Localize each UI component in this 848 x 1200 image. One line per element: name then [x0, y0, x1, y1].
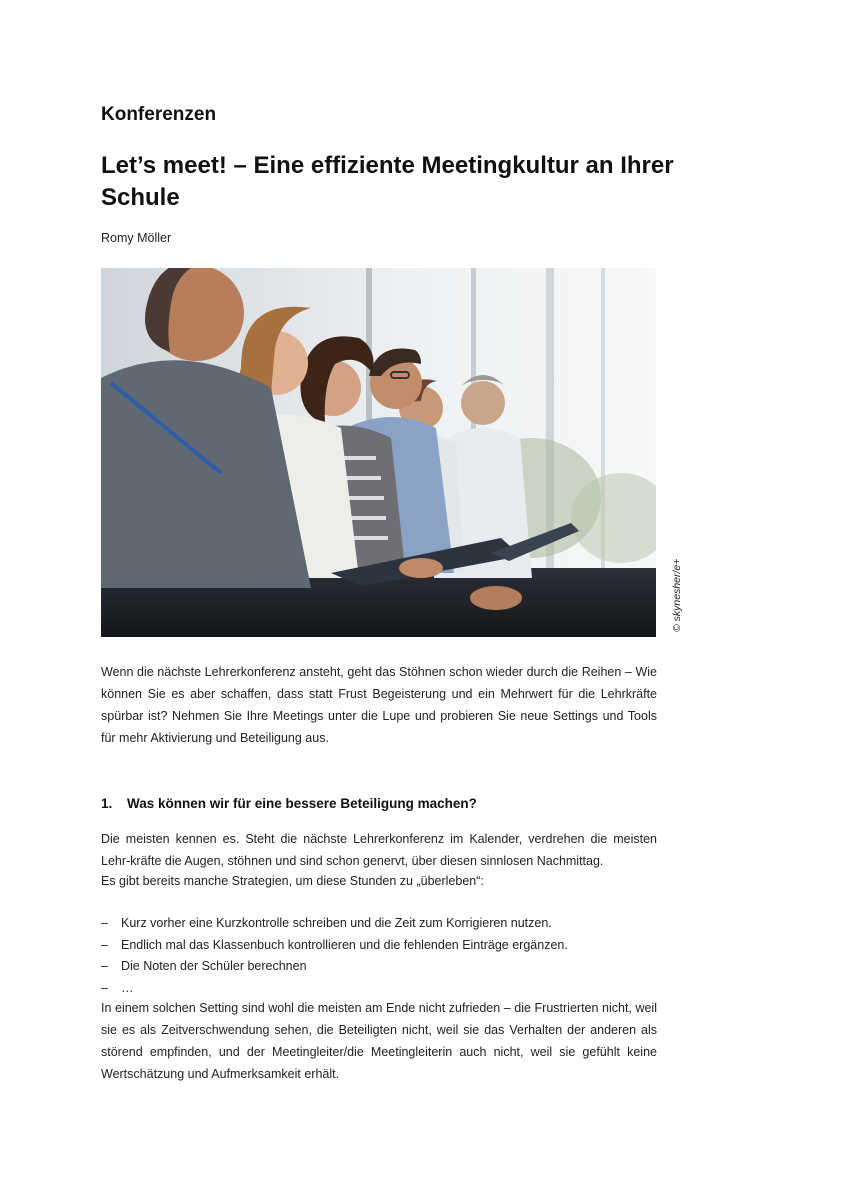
- section-heading-text: Was können wir für eine bessere Beteiligung machen?: [127, 796, 477, 811]
- bullet-marker: –: [101, 980, 108, 995]
- photo-credit: © skynesher/e+: [671, 558, 683, 632]
- list-item-text: Kurz vorher eine Kurzkontrolle schreiben und die Zeit zum Korrigieren nutzen.: [121, 916, 552, 930]
- bullet-marker: –: [101, 916, 108, 930]
- article-photo: [101, 268, 656, 637]
- intro-paragraph: Wenn die nächste Lehrerkonferenz ansteht, geht das Stöhnen schon wieder durch die Reihen – Wie können Sie es aber schaffen, dass statt Frust Begeisterung und ein Mehrwert für die Lehrkräfte spürbar ist? Nehmen Sie Ihre Meetings unter die Lupe und probieren Sie neue Settings und Tools für mehr Aktivierung und Beteiligung aus.: [101, 665, 657, 745]
- article-title: Let’s meet! – Eine effiziente Meetingkultur an Ihrer Schule: [101, 152, 674, 211]
- list-item: [101, 978, 657, 1000]
- list-item-text: Die Noten der Schüler berechnen: [121, 959, 307, 973]
- list-item: [101, 956, 657, 978]
- list-item-text: Endlich mal das Klassenbuch kontrollieren und die fehlenden Einträge ergänzen.: [121, 937, 568, 952]
- list-item-text: …: [121, 980, 134, 995]
- bullet-marker: –: [101, 937, 108, 952]
- section-kicker: Konferenzen: [101, 104, 217, 125]
- author-name: Romy Möller: [101, 231, 172, 245]
- strategy-list: [101, 913, 657, 999]
- seated-audience-illustration: [101, 268, 656, 637]
- body-paragraph: Die meisten kennen es. Steht die nächste Lehrerkonferenz im Kalender, verdrehen die meisten Lehr-kräfte die Augen, stöhnen und sind schon genervt, über diesen sinnlosen Nachmittag.: [101, 832, 657, 868]
- bullet-marker: –: [101, 959, 108, 973]
- body-paragraph: Es gibt bereits manche Strategien, um diese Stunden zu „überleben“:: [101, 874, 484, 888]
- section-heading: [101, 796, 477, 811]
- list-item: [101, 935, 657, 957]
- list-item: [101, 913, 657, 935]
- body-paragraph: In einem solchen Setting sind wohl die meisten am Ende nicht zufrieden – die Frustrierten nicht, weil sie es als Zeitverschwendung sehen, die Beteiligten nicht, weil sie das Verhalten der anderen als störend empfinden, und der Meetingleiter/die Meetingleiterin auch nicht, weil sie gefühlt keine Wertschätzung und Aufmerksamkeit erhält.: [101, 1001, 657, 1081]
- section-number: 1.: [101, 796, 113, 811]
